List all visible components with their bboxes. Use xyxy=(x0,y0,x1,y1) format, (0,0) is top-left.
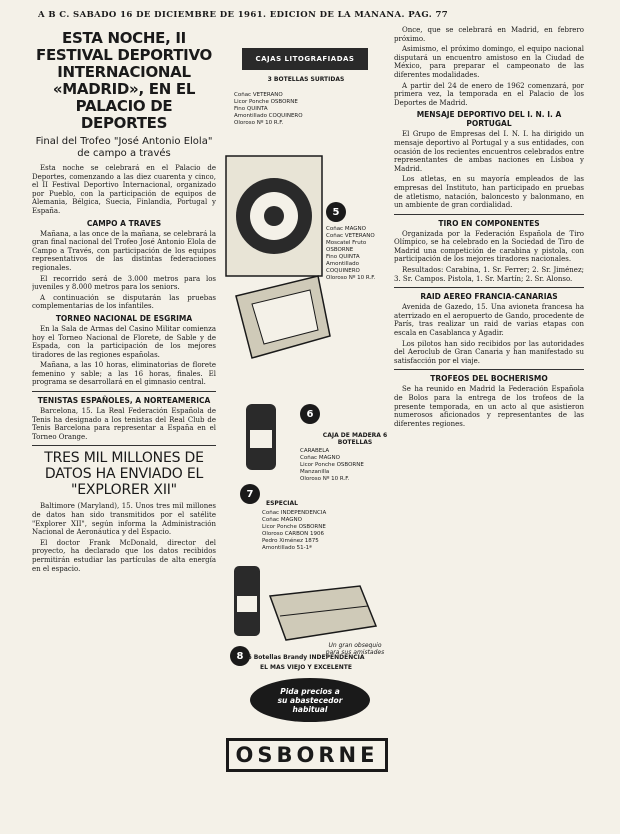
box1-item: Oloroso Nº 10 R.F. xyxy=(234,120,284,126)
case-box xyxy=(270,586,376,640)
explorer-paragraph: Baltimore (Maryland), 15. Unos tres mil millones de datos han sido transmitidos por el satélite "Explorer XII", según informa la Administración Nacional de Aeronáutica y del Espacio. xyxy=(32,502,216,537)
article-paragraph: Once, que se celebrará en Madrid, en febrero próximo. xyxy=(394,26,584,43)
ad-title: CAJAS LITOGRAFIADAS xyxy=(242,48,368,70)
festival-paragraph: El recorrido será de 3.000 metros para los juveniles y 8.000 metros para los seniors. xyxy=(32,274,216,292)
price-callout xyxy=(250,678,370,722)
festival-paragraph: Mañana, a las once de la mañana, se celebrará la gran final nacional del Trofeo José Antonio Elola de Campo a Través, con participación de los equipos representativos de las distintas federaciones regionales. xyxy=(32,229,216,272)
ornament-pattern xyxy=(264,206,284,226)
box3-item: Oloroso Nº 10 R.F. xyxy=(300,476,350,482)
box1-label: 3 BOTELLAS SURTIDAS xyxy=(267,76,345,83)
box4-list xyxy=(262,510,388,552)
box3-item: Licor Ponche OSBORNE xyxy=(300,462,364,468)
article-paragraph: Resultados: Carabina, 1. Sr. Ferrer; 2. Sr. Jiménez; 3. Sr. Campos. Pistola, 1. Sr. Martín; 2. Sr. Alonso. xyxy=(394,266,584,283)
divider xyxy=(32,445,216,446)
campo-section-title: CAMPO A TRAVES xyxy=(86,218,162,228)
box1-item: Licor Ponche OSBORNE xyxy=(234,99,298,105)
box2-item: Coñac VETERANO xyxy=(326,233,375,239)
raid-section-title: RAID AEREO FRANCIA-CANARIAS xyxy=(420,292,558,302)
divider xyxy=(32,391,216,392)
box1-item: Coñac VETERANO xyxy=(234,92,283,98)
esgrima-paragraph: Mañana, a las 10 horas, eliminatorias de florete femenino y sable; a las 16 horas, finales. El programa se desarrollará en el gimnasio central. xyxy=(32,361,216,387)
festival-paragraph: Esta noche se celebrará en el Palacio de Deportes, comenzando a las diez cuarenta y cinco, el II Festival Deportivo Internacional, organizado por Pueblo, con la participación de equipos de Alemania, Bélgica, Suecia, Finlandia, Portugal y España. xyxy=(32,164,216,215)
tiro-section-title: TIRO EN COMPONENTES xyxy=(438,218,540,228)
box-number-badge: 7 xyxy=(240,484,260,504)
box2-item: Amontillado COQUINERO xyxy=(326,261,360,274)
article-paragraph: Organizada por la Federación Española de Tiro Olímpico, se ha celebrado en la Sociedad de Tiro de Madrid una competición de carabina y pistola, con participación de los mejores tiradores nacionales. xyxy=(394,229,584,264)
osborne-logo: OSBORNE xyxy=(226,738,388,772)
article-paragraph: A partir del 24 de enero de 1962 comenzará, por primera vez, la temporada en el Palacio de los Deportes de Madrid. xyxy=(394,81,584,107)
esgrima-title: TORNEO NACIONAL DE ESGRIMA xyxy=(55,313,193,323)
box-number-badge: 6 xyxy=(300,404,320,424)
esgrima-paragraph: En la Sala de Armas del Casino Militar comienza hoy el Torneo Nacional de Florete, de Sable y de Espada, con la participación de los mejores tiradores de las regiones españolas. xyxy=(32,324,216,359)
box2-item: OSBORNE xyxy=(326,247,354,253)
divider xyxy=(394,214,584,215)
article-paragraph: Asimismo, el próximo domingo, el equipo nacional disputará un encuentro amistoso en la Ciudad de México, para preparar el campeonato de las diferentes modalidades. xyxy=(394,45,584,79)
callout-line: Pida precios a xyxy=(280,686,340,696)
box1-list xyxy=(234,92,334,127)
ad-footer-line: 6 Botellas Brandy INDEPENDENCIA xyxy=(247,654,365,661)
article-paragraph: Los atletas, en su mayoría empleados de las empresas del Instituto, han participado en pruebas de atletismo, natación, baloncesto y balonmano, en un ambiente de gran cordialidad. xyxy=(394,175,584,210)
box-number-badge: 5 xyxy=(326,202,346,222)
box1-item: Amontillado COQUINERO xyxy=(234,113,303,119)
callout-line: habitual xyxy=(292,704,328,714)
bottle-case-illustration xyxy=(230,566,380,646)
wooden-box-illustration xyxy=(226,398,298,478)
box3-item: CARABELA xyxy=(300,448,330,454)
box4-item: Oloroso CARBON 1906 xyxy=(262,531,324,537)
box3-label: CAJA DE MADERA 6 BOTELLAS xyxy=(322,432,388,446)
box3-item: Manzanilla xyxy=(300,469,330,475)
osborne-advertisement xyxy=(222,26,390,818)
tenistas-title: TENISTAS ESPAÑOLES, A NORTEAMERICA xyxy=(37,396,211,406)
bottle-label xyxy=(250,430,272,448)
box2-item: Moscatel Fruto xyxy=(326,240,367,246)
box2-list xyxy=(326,226,390,282)
article-paragraph: Se ha reunido en Madrid la Federación Española de Bolos para la entrega de los trofeos de la presente temporada, en un acto al que asistieron numerosos aficionados y representantes de las diferentes regiones. xyxy=(394,385,584,428)
page-header: A B C. SABADO 16 DE DICIEMBRE DE 1961. EDICION DE LA MAÑANA. PAG. 77 xyxy=(38,10,449,20)
box2-item: Coñac MAGNO xyxy=(326,226,366,232)
right-column xyxy=(394,26,584,818)
box4-label: ESPECIAL xyxy=(265,500,299,507)
explorer-paragraph: El doctor Frank McDonald, director del proyecto, ha declarado que los datos recibidos permitirán estudiar las partículas de alta energía en el espacio. xyxy=(32,538,216,573)
ad-footer-line: EL MAS VIEJO Y EXCELENTE xyxy=(259,664,352,671)
bolos-section-title: TROFEOS DEL BOCHERISMO xyxy=(430,374,548,384)
article-paragraph: El Grupo de Empresas del I. N. I. ha dirigido un mensaje deportivo al Portugal y a sus entidades, con ocasión de los recientes encuentros celebrados entre representantes de ambas naciones en Lisboa y Madrid. xyxy=(394,130,584,173)
divider xyxy=(394,369,584,370)
box4-item: Coñac INDEPENDENCIA xyxy=(262,510,327,516)
box1-item: Fino QUINTA xyxy=(234,106,268,112)
divider xyxy=(394,287,584,288)
left-column xyxy=(32,26,216,818)
box4-item: Coñac MAGNO xyxy=(262,517,302,523)
article-paragraph: Los pilotos han sido recibidos por las autoridades del Aeroclub de Gran Canaria y han manifestado su satisfacción por el viaje. xyxy=(394,339,584,365)
box2-item: Oloroso Nº 10 R.F. xyxy=(326,275,376,281)
explorer-headline: TRES MIL MILLONES DE DATOS HA ENVIADO EL "EXPLORER XII" xyxy=(44,450,204,499)
tenistas-paragraph: Barcelona, 15. La Real Federación Española de Tenis ha designado a los tenistas del Real Club de Tenis Barcelona para representar a España en el Torneo Orange. xyxy=(32,407,216,441)
festival-subhead: Final del Trofeo "José Antonio Elola" de campo a través xyxy=(35,136,213,159)
box3-item: Coñac MAGNO xyxy=(300,455,340,461)
box4-item: Licor Ponche OSBORNE xyxy=(262,524,326,530)
box-number-badge: 8 xyxy=(230,646,250,666)
ini-section-title: MENSAJE DEPORTIVO DEL I. N. I. A PORTUGAL xyxy=(416,110,562,129)
box2-item: Fino QUINTA xyxy=(326,254,360,260)
gift-tagline: Un gran obsequio para sus amistades xyxy=(325,642,385,656)
festival-headline: ESTA NOCHE, II FESTIVAL DEPORTIVO INTERNACIONAL «MADRID», EN EL PALACIO DE DEPORTES xyxy=(36,29,212,132)
bottle-label xyxy=(237,596,257,612)
box4-item: Pedro Ximénez 1875 xyxy=(262,538,319,544)
festival-paragraph: A continuación se disputarán las pruebas complementarias de los infantiles. xyxy=(32,293,216,311)
callout-line: su abastecedor xyxy=(277,695,343,705)
article-paragraph: Avenida de Gazedo, 15. Una avioneta francesa ha aterrizado en el aeropuerto de Gando, procedente de París, tras realizar un raid de varias etapas con escala en Casablanca y Agadir. xyxy=(394,303,584,338)
box4-item: Amontillado 51-1ª xyxy=(262,545,312,551)
box3-list xyxy=(300,448,388,483)
